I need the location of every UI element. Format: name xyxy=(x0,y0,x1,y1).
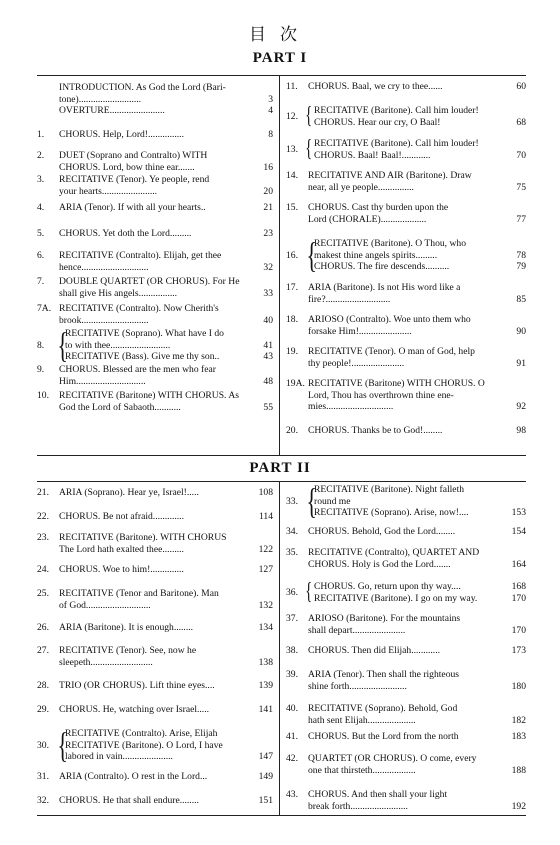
page-number: 48 xyxy=(263,375,273,387)
toc-entry xyxy=(286,138,526,161)
entry-line: CHORUS. He, watching over Israel..... xyxy=(59,704,210,715)
entry-line: shall depart...................... xyxy=(308,624,406,636)
page-number: 60 xyxy=(516,81,526,92)
entry-number: 5. xyxy=(37,228,45,239)
entry-number: 16. xyxy=(286,249,298,261)
entry-line: CHORUS. But the Lord from the north xyxy=(308,731,459,742)
entry-number: 35. xyxy=(286,547,298,558)
entry-number: 34. xyxy=(286,526,298,537)
toc-entry xyxy=(37,228,273,240)
column-divider xyxy=(279,482,280,815)
entry-line: ARIOSO (Contralto). Woe unto them who xyxy=(308,314,471,325)
entry-line: hence............................ xyxy=(59,261,149,273)
entry-line: CHORUS. Go, return upon thy way.... xyxy=(314,581,461,592)
entry-line: RECITATIVE (Soprano). What have I do xyxy=(65,328,224,339)
entry-line: TRIO (OR CHORUS). Lift thine eyes.... xyxy=(59,680,215,691)
page-number: 180 xyxy=(511,680,526,692)
page-number: 108 xyxy=(258,487,273,498)
toc-entry xyxy=(37,202,273,214)
page-title: 目次 xyxy=(249,25,311,44)
entry-line: CHORUS. Blessed are the men who fear xyxy=(59,364,216,375)
entry-number: 9. xyxy=(37,364,45,375)
page-number: 122 xyxy=(258,543,273,555)
page-number: 132 xyxy=(258,599,273,611)
entry-line: tone).......................... xyxy=(59,93,142,105)
entry-number: 43. xyxy=(286,789,298,800)
page-number: 8 xyxy=(268,129,273,140)
page-number: 41 xyxy=(263,339,273,351)
entry-line: hath sent Elijah.................... xyxy=(308,714,416,726)
entry-line: RECITATIVE (Soprano). Behold, God xyxy=(308,703,458,714)
entry-number: 24. xyxy=(37,564,49,575)
entry-line: RECITATIVE (Baritone). WITH CHORUS xyxy=(59,532,227,543)
entry-number: 3. xyxy=(37,174,45,185)
toc-entry xyxy=(286,481,526,521)
entry-number: 33. xyxy=(286,495,298,507)
entry-line: brook............................ xyxy=(59,314,149,326)
entry-number: 39. xyxy=(286,669,298,680)
part-two-table xyxy=(37,481,526,816)
entry-line: one that thirsteth.................. xyxy=(308,764,416,776)
entry-number: 19A. xyxy=(286,378,305,389)
toc-entry xyxy=(286,378,526,413)
page-number: 68 xyxy=(516,116,526,128)
entry-line: Lord (CHORALE)................... xyxy=(308,213,427,225)
part-one-heading: PART I xyxy=(252,50,308,66)
entry-line: thy people!...................... xyxy=(308,357,405,369)
page-number: 182 xyxy=(511,714,526,726)
entry-number: 7A. xyxy=(37,303,52,314)
entry-line: RECITATIVE (Baritone). I go on my way. xyxy=(314,592,478,604)
entry-line: RECITATIVE (Baritone). O Thou, who xyxy=(314,238,466,249)
entry-line: RECITATIVE (Baritone) WITH CHORUS. O xyxy=(308,378,485,389)
entry-line: RECITATIVE (Contralto), QUARTET AND xyxy=(308,547,480,558)
toc-entry xyxy=(286,581,526,604)
toc-entry xyxy=(37,680,273,692)
toc-entry xyxy=(37,303,273,326)
page-number: 70 xyxy=(516,149,526,161)
entry-line: shall give His angels................ xyxy=(59,287,178,299)
entry-line: to with thee......................... xyxy=(65,339,171,351)
entry-line: INTRODUCTION. As God the Lord (Bari- xyxy=(59,82,226,93)
entry-line: ARIA (Contralto). O rest in the Lord... xyxy=(59,771,208,782)
entry-number: 21. xyxy=(37,487,49,498)
page-number: 79 xyxy=(516,261,526,273)
entry-number: 28. xyxy=(37,680,49,691)
entry-line: CHORUS. The fire descends.......... xyxy=(314,261,450,273)
entry-line: RECITATIVE (Tenor). See, now he xyxy=(59,645,197,656)
entry-number: 22. xyxy=(37,511,49,522)
toc-entry xyxy=(37,250,273,273)
toc-entry xyxy=(286,613,526,636)
page-number: 139 xyxy=(258,680,273,691)
entry-number: 37. xyxy=(286,613,298,624)
page-number: 149 xyxy=(258,771,273,782)
entry-number: 27. xyxy=(37,645,49,656)
page-number: 85 xyxy=(516,293,526,305)
entry-line: CHORUS. Be not afraid............. xyxy=(59,511,184,522)
toc-entry xyxy=(37,704,273,716)
page-number: 138 xyxy=(258,656,273,668)
page-number: 33 xyxy=(263,287,273,299)
entry-line: fire?........................... xyxy=(308,293,391,305)
toc-entry xyxy=(37,325,273,365)
entry-line: RECITATIVE (Contralto). Now Cherith's xyxy=(59,303,219,314)
entry-number: 42. xyxy=(286,753,298,764)
entry-number: 1. xyxy=(37,129,45,140)
entry-line: RECITATIVE (Baritone). Call him louder! xyxy=(314,105,479,116)
toc-entry xyxy=(37,532,273,555)
toc-entry xyxy=(286,645,526,657)
entry-line: RECITATIVE (Bass). Give me thy son.. xyxy=(65,351,220,363)
page-number: 77 xyxy=(516,213,526,225)
entry-number: 26. xyxy=(37,622,49,633)
entry-line: RECITATIVE (Contralto). Elijah, get thee xyxy=(59,250,222,261)
entry-line: ARIOSO (Baritone). For the mountains xyxy=(308,613,461,624)
part-one-left-column xyxy=(37,76,273,455)
entry-line: God the Lord of Sabaoth........... xyxy=(59,401,181,413)
entry-line: break forth........................ xyxy=(308,800,408,812)
entry-line: near, all ye people............... xyxy=(308,181,414,193)
toc-entry xyxy=(37,487,273,499)
entry-line: QUARTET (OR CHORUS). O come, every xyxy=(308,753,477,764)
toc-entry xyxy=(286,703,526,726)
brace-glyph: { xyxy=(57,325,68,365)
entry-line: CHORUS. Baal! Baal!............ xyxy=(314,149,431,161)
entry-line: RECITATIVE (Tenor and Baritone). Man xyxy=(59,588,219,599)
brace-glyph: { xyxy=(305,136,313,162)
entry-line: Lord, Thou has overthrown thine ene- xyxy=(308,389,454,401)
entry-number: 14. xyxy=(286,170,298,181)
page-number: 164 xyxy=(511,558,526,570)
toc-entry xyxy=(286,526,526,538)
toc-entry xyxy=(286,731,526,743)
entry-line: shine forth........................ xyxy=(308,680,407,692)
page-number: 40 xyxy=(263,314,273,326)
page-number: 23 xyxy=(263,228,273,239)
entry-line: CHORUS. Lord, bow thine ear....... xyxy=(59,161,195,173)
entry-line: Him............................. xyxy=(59,375,146,387)
toc-entry xyxy=(37,588,273,611)
page-number: 183 xyxy=(511,731,526,742)
brace-glyph: { xyxy=(305,579,313,605)
entry-number: 29. xyxy=(37,704,49,715)
entry-line: mies............................ xyxy=(308,401,394,413)
entry-line: your hearts....................... xyxy=(59,185,158,197)
entry-line: round me xyxy=(314,495,351,507)
toc-entry xyxy=(286,425,526,437)
entry-line: ARIA (Soprano). Hear ye, Israel!..... xyxy=(59,487,199,498)
entry-line: CHORUS. Behold, God the Lord........ xyxy=(308,526,456,537)
page-number: 98 xyxy=(516,425,526,436)
toc-entry xyxy=(286,105,526,128)
toc-entry xyxy=(37,511,273,523)
entry-line: RECITATIVE (Baritone). Call him louder! xyxy=(314,138,479,149)
brace-glyph: { xyxy=(57,725,68,765)
part-two-right-column xyxy=(286,482,526,815)
toc-entry xyxy=(37,82,273,117)
page-number: 151 xyxy=(258,795,273,806)
page-number: 16 xyxy=(263,161,273,173)
entry-line: CHORUS. Yet doth the Lord......... xyxy=(59,228,192,239)
page-number: 168 xyxy=(511,581,526,592)
page-number: 192 xyxy=(511,800,526,812)
entry-line: CHORUS. Thanks be to God!........ xyxy=(308,425,443,436)
entry-line: makest thine angels spirits......... xyxy=(314,249,438,261)
page-number: 3 xyxy=(268,93,273,105)
entry-number: 23. xyxy=(37,532,49,543)
brace-glyph: { xyxy=(306,481,317,521)
entry-line: CHORUS. Help, Lord!............... xyxy=(59,129,184,140)
entry-line: OVERTURE....................... xyxy=(59,105,165,117)
entry-line: CHORUS. He that shall endure........ xyxy=(59,795,199,806)
toc-entry xyxy=(37,150,273,173)
toc-entry xyxy=(37,364,273,387)
page-number: 134 xyxy=(258,622,273,633)
entry-line: CHORUS. Cast thy burden upon the xyxy=(308,202,449,213)
entry-line: ARIA (Baritone). It is enough........ xyxy=(59,622,194,633)
entry-number: 38. xyxy=(286,645,298,656)
entry-line: RECITATIVE (Tenor). O man of God, help xyxy=(308,346,475,357)
page-number: 154 xyxy=(511,526,526,537)
toc-entry xyxy=(286,314,526,337)
entry-number: 25. xyxy=(37,588,49,599)
page-number: 78 xyxy=(516,249,526,261)
entry-line: sleepeth.......................... xyxy=(59,656,153,668)
entry-line: DOUBLE QUARTET (OR CHORUS). For He xyxy=(59,276,240,287)
entry-number: 8. xyxy=(37,339,45,351)
entry-number: 30. xyxy=(37,739,49,751)
toc-entry xyxy=(286,547,526,570)
toc-entry xyxy=(37,276,273,299)
page-number: 21 xyxy=(263,202,273,213)
toc-entry xyxy=(286,81,526,93)
page-number: 170 xyxy=(511,624,526,636)
entry-number: 36. xyxy=(286,586,298,598)
toc-entry xyxy=(37,622,273,634)
brace-glyph: { xyxy=(306,235,317,275)
entry-line: labored in vain..................... xyxy=(65,751,173,763)
entry-line: ARIA (Tenor). Then shall the righteous xyxy=(308,669,460,680)
entry-line: CHORUS. Holy is God the Lord....... xyxy=(308,558,451,570)
toc-entry xyxy=(37,174,273,197)
entry-line: RECITATIVE (Contralto). Arise, Elijah xyxy=(65,728,218,739)
part-one-table xyxy=(37,75,526,456)
page-number: 90 xyxy=(516,325,526,337)
entry-line: The Lord hath exalted thee......... xyxy=(59,543,184,555)
page-number: 173 xyxy=(511,645,526,656)
entry-number: 7. xyxy=(37,276,45,287)
part-two-heading: PART II xyxy=(249,460,311,476)
page-number: 141 xyxy=(258,704,273,715)
toc-entry xyxy=(37,771,273,783)
toc-entry xyxy=(286,170,526,193)
toc-entry xyxy=(37,390,273,413)
entry-number: 31. xyxy=(37,771,49,782)
toc-entry xyxy=(286,235,526,275)
entry-line: CHORUS. Then did Elijah............ xyxy=(308,645,441,656)
page-number: 188 xyxy=(511,764,526,776)
entry-number: 15. xyxy=(286,202,298,213)
entry-line: of God........................... xyxy=(59,599,151,611)
toc-entry xyxy=(37,645,273,668)
toc-entry xyxy=(37,564,273,576)
page-number: 20 xyxy=(263,185,273,197)
entry-number: 20. xyxy=(286,425,298,436)
part-one-right-column xyxy=(286,76,526,455)
toc-entry xyxy=(37,129,273,141)
page-number: 153 xyxy=(511,507,526,519)
entry-line: RECITATIVE (Soprano). Arise, now!.... xyxy=(314,507,469,519)
entry-number: 32. xyxy=(37,795,49,806)
entry-number: 18. xyxy=(286,314,298,325)
page-number: 147 xyxy=(258,751,273,763)
column-divider xyxy=(279,76,280,455)
part-two-left-column xyxy=(37,482,273,815)
toc-entry xyxy=(37,795,273,807)
page-number: 4 xyxy=(268,105,273,117)
page-number: 114 xyxy=(258,511,273,522)
entry-line: CHORUS. Baal, we cry to thee...... xyxy=(308,81,443,92)
toc-entry xyxy=(286,346,526,369)
toc-entry xyxy=(37,725,273,765)
entry-line: ARIA (Tenor). If with all your hearts.. xyxy=(59,202,206,213)
entry-number: 6. xyxy=(37,250,45,261)
page-number: 127 xyxy=(258,564,273,575)
page-number: 55 xyxy=(263,401,273,413)
entry-line: CHORUS. Hear our cry, O Baal! xyxy=(314,116,441,128)
entry-number: 10. xyxy=(37,390,49,401)
entry-number: 41. xyxy=(286,731,298,742)
toc-entry xyxy=(286,669,526,692)
page-number: 91 xyxy=(516,357,526,369)
entry-line: RECITATIVE (Baritone) WITH CHORUS. As xyxy=(59,390,239,401)
entry-line: RECITATIVE AND AIR (Baritone). Draw xyxy=(308,170,472,181)
page-number: 32 xyxy=(263,261,273,273)
toc-entry xyxy=(286,789,526,812)
entry-number: 2. xyxy=(37,150,45,161)
page-number: 75 xyxy=(516,181,526,193)
entry-number: 11. xyxy=(286,81,298,92)
entry-line: CHORUS. Woe to him!.............. xyxy=(59,564,184,575)
entry-line: ARIA (Baritone). Is not His word like a xyxy=(308,282,461,293)
entry-line: RECITATIVE (Baritone). Night falleth xyxy=(314,484,465,495)
entry-line: RECITATIVE (Tenor). Ye people, rend xyxy=(59,174,210,185)
toc-entry xyxy=(286,282,526,305)
page-number: 170 xyxy=(511,592,526,604)
entry-number: 17. xyxy=(286,282,298,293)
entry-number: 13. xyxy=(286,143,298,155)
page-number: 43 xyxy=(263,351,273,363)
page-number: 92 xyxy=(516,401,526,413)
toc-entry xyxy=(286,202,526,225)
brace-glyph: { xyxy=(305,103,313,129)
entry-line: RECITATIVE (Baritone). O Lord, I have xyxy=(65,739,223,751)
entry-line: CHORUS. And then shall your light xyxy=(308,789,448,800)
entry-line: forsake Him!...................... xyxy=(308,325,412,337)
entry-line: DUET (Soprano and Contralto) WITH xyxy=(59,150,208,161)
entry-number: 12. xyxy=(286,110,298,122)
entry-number: 40. xyxy=(286,703,298,714)
toc-entry xyxy=(286,753,526,776)
entry-number: 19. xyxy=(286,346,298,357)
entry-number: 4. xyxy=(37,202,45,213)
